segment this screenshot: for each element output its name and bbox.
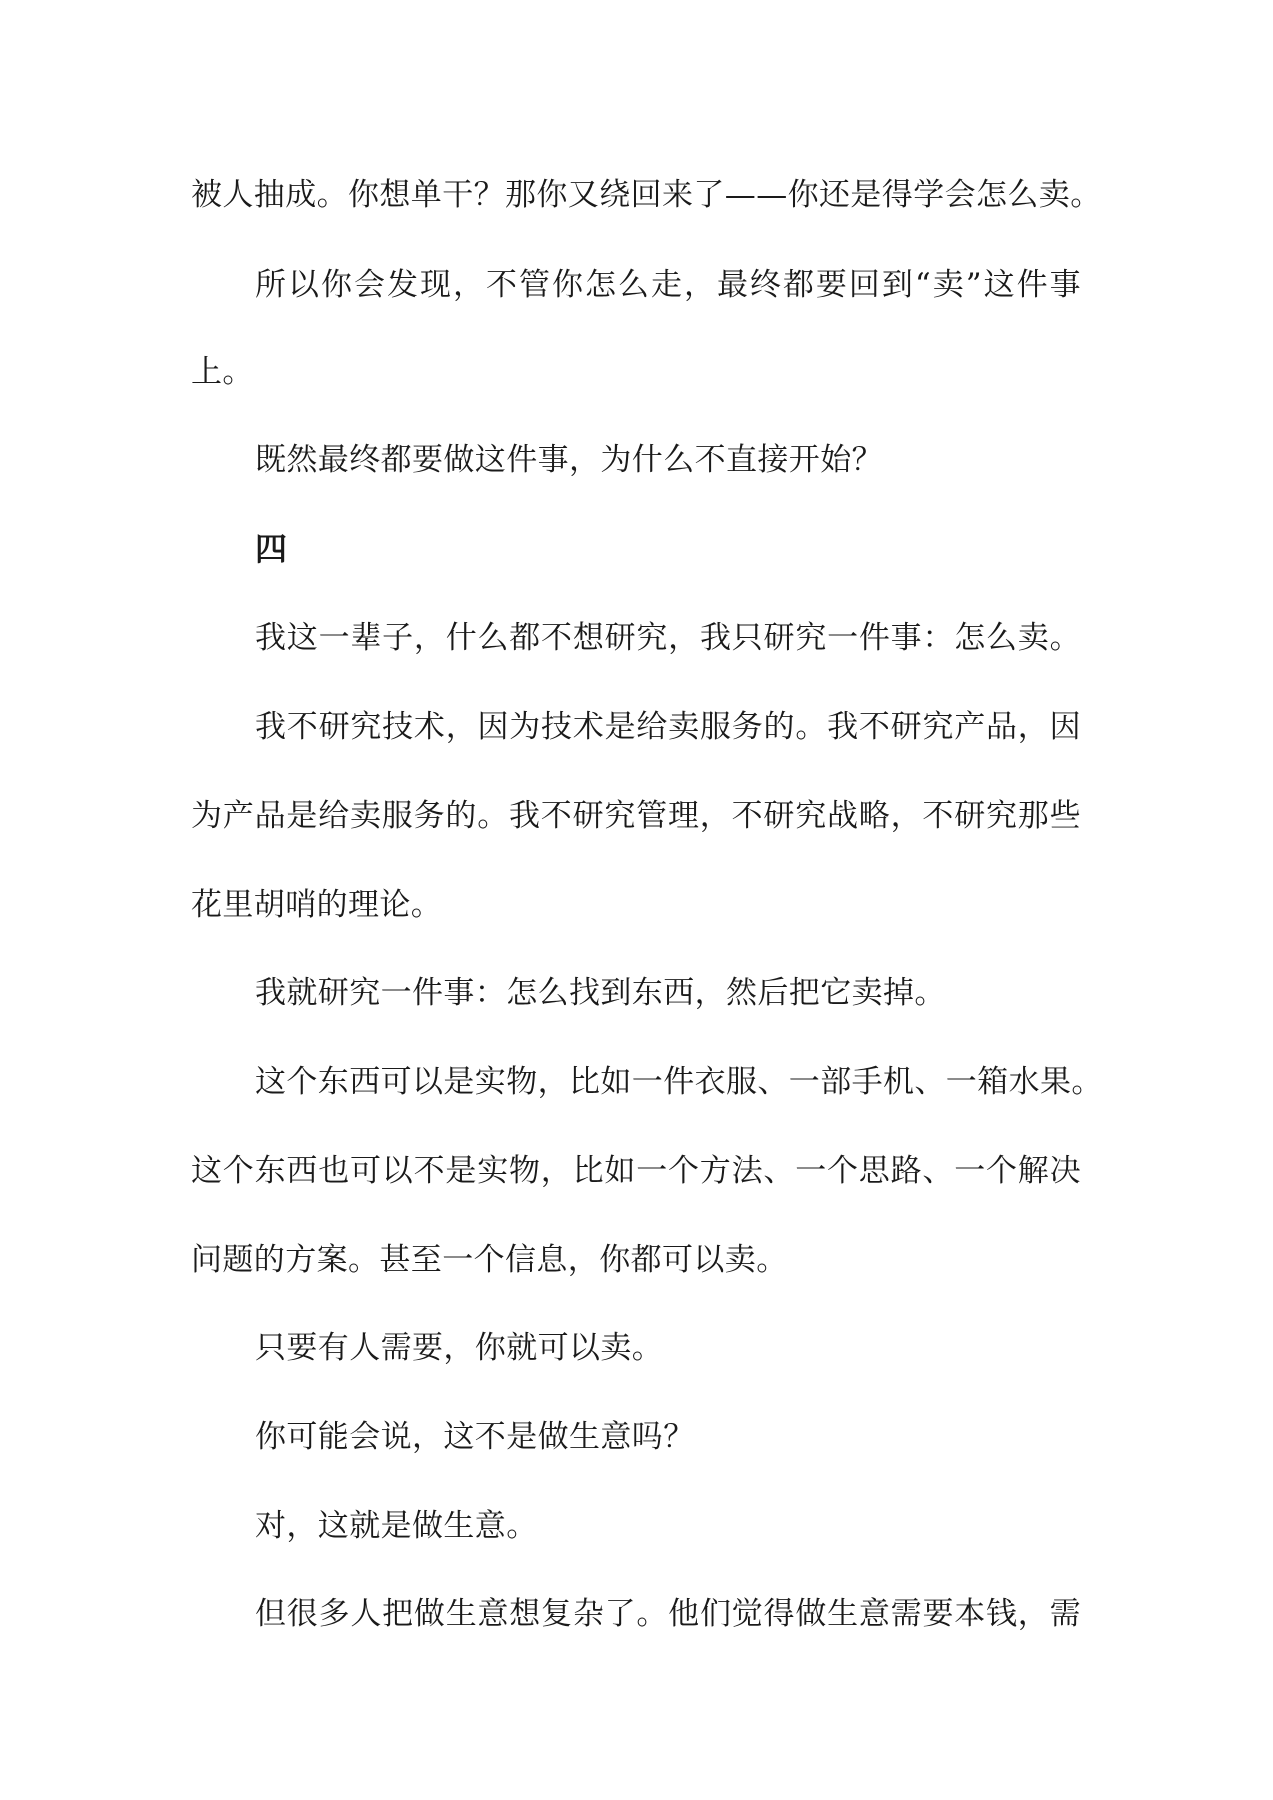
text-line: 但很多人把做生意想复杂了。他们觉得做生意需要本钱，需	[255, 1596, 1081, 1632]
text-line: 我不研究技术，因为技术是给卖服务的。我不研究产品，因	[255, 709, 1081, 745]
text-line: 我就研究一件事：怎么找到东西，然后把它卖掉。	[255, 975, 946, 1011]
text-line: 花里胡哨的理论。	[191, 887, 443, 923]
text-line: 既然最终都要做这件事，为什么不直接开始？	[255, 442, 883, 478]
text-line: 这个东西可以是实物，比如一件衣服、一部手机、一箱水果。	[255, 1064, 1103, 1100]
text-line: 你可能会说，这不是做生意吗？	[255, 1419, 695, 1455]
text-line: 只要有人需要，你就可以卖。	[255, 1330, 664, 1366]
text-line: 上。	[191, 354, 254, 390]
text-line: 对，这就是做生意。	[255, 1508, 538, 1544]
section-heading: 四	[255, 530, 288, 568]
text-line: 所以你会发现，不管你怎么走，最终都要回到“卖”这件事	[255, 267, 1081, 303]
text-line: 问题的方案。甚至一个信息，你都可以卖。	[191, 1242, 788, 1278]
text-line: 被人抽成。你想单干？那你又绕回来了——你还是得学会怎么卖。	[191, 177, 1102, 213]
text-line: 我这一辈子，什么都不想研究，我只研究一件事：怎么卖。	[255, 620, 1081, 656]
text-line: 这个东西也可以不是实物，比如一个方法、一个思路、一个解决	[191, 1153, 1081, 1189]
text-line: 为产品是给卖服务的。我不研究管理，不研究战略，不研究那些	[191, 798, 1081, 834]
